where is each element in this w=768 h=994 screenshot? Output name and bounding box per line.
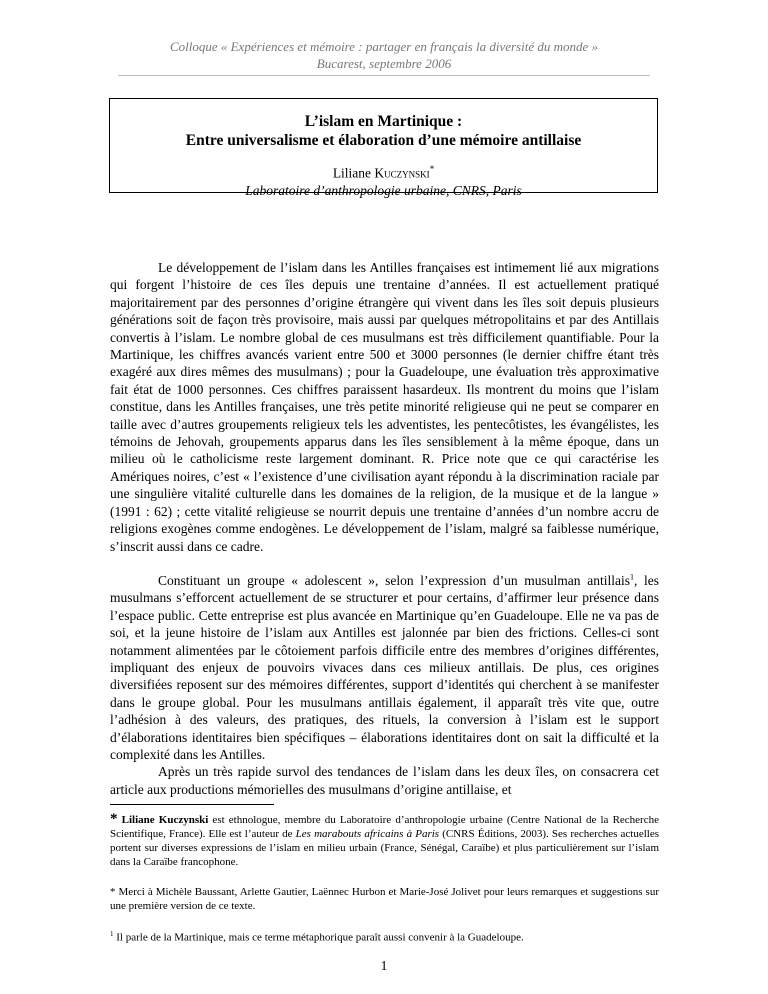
article-title-line-2: Entre universalisme et élaboration d’une mémoire antillaise [185, 132, 582, 149]
author-given-name: Liliane [332, 165, 375, 181]
footnote-1 [110, 927, 659, 945]
body-paragraph-2-start: Constituant un groupe « adolescent », selon l’expression d’un musulman antillais [158, 572, 630, 588]
page-number: 1 [380, 958, 388, 973]
acknowledgements-footnote: * Merci à Michèle Baussant, Arlette Gautier, Laënnec Hurbon et Marie-José Jolivet pour leurs remarques et suggestions sur une première version de ce texte. [110, 886, 659, 912]
footnote-1-number: 1 [110, 930, 114, 938]
author-footnote [110, 812, 659, 869]
title-box [109, 98, 658, 198]
author-footnote-name: Liliane Kuczynski [121, 814, 209, 826]
header-divider [118, 75, 650, 76]
footnotes [110, 812, 659, 945]
author-book-title: Les marabouts africains à Paris [295, 828, 440, 840]
author-footnote-text-end: (CNRS Éditions, 2003). Ses recherches actuelles portent sur diverses expressions de l’islam en milieu urbain (France, Sénégal, Caraïbe) et plus particulièrement sur l’islam dans la Caraïbe francophone. [110, 828, 659, 868]
running-header-line-1: Colloque « Expériences et mémoire : partager en français la diversité du monde » [169, 39, 599, 54]
author-footnote-text: est ethnologue, membre du Laboratoire d’anthropologie urbaine (Centre National de la Recherche Scientifique, France). Elle est l’auteur de [110, 814, 659, 840]
footnote-separator [110, 804, 274, 805]
author-footnote-symbol: * [110, 811, 118, 827]
running-header [98, 38, 670, 72]
footnote-1-text: Il parle de la Martinique, mais ce terme métaphorique paraît aussi convenir à la Guadeloupe. [113, 931, 524, 944]
author-line [110, 161, 657, 182]
body-paragraph-2-rest: , les musulmans s’efforcent actuellement de se structurer et pour certains, d’affirmer leur présence dans l’espace public. Cette entreprise est plus avancée en Martinique qu’en Guadeloupe. Elle ne va pas de soi, et la jeune histoire de l’islam aux Antilles est jalonnée par bien des frictions. Celles-ci sont notamment alimentées par le côtoiement parfois difficile entre des membres d’origines différentes, impliquant des enjeux de pouvoirs vivaces dans ces milieux antillais. De plus, ces origines diversifiées reposent sur des mémoires différentes, support d’identités qui cherchent à se manifester dans le groupe global. Pour les musulmans antillais également, il apparaît très vite que, outre l’adhésion à des valeurs, des pratiques, des rituels, la conversion à l’islam est le support d’élaborations identitaires bien spécifiques – élaborations identitaires dont on sait la difficulté et la complexité dans les Antilles. [110, 572, 659, 762]
author-affiliation: Laboratoire d’anthropologie urbaine, CNRS, Paris [245, 182, 522, 198]
footnote-reference-1: 1 [629, 572, 634, 582]
body-paragraph-1: Le développement de l’islam dans les Antilles françaises est intimement lié aux migrations qui forgent l’histoire de ces îles depuis une trentaine d’années. Il est actuellement pratiqué majoritairement par des personnes d’origine étrangère qui vivent dans les îles soit depuis plusieurs générations soit de façon très provisoire, mais aussi par quelques métropolitains et par des Antillais convertis à l’islam. Le nombre global de ces musulmans est très difficilement quantifiable. Pour la Martinique, les chiffres avancés varient entre 500 et 3000 personnes (le dernier chiffre étant très exagéré aux dires mêmes des musulmans) ; pour la Guadeloupe, une évaluation très approximative fait état de 1000 personnes. Ces chiffres paraissent hasardeux. Ils montrent du moins que l’islam constitue, dans les Antilles françaises, une très petite minorité religieuse qui ne peut se comparer en taille avec d’autres groupements religieux tels les adventistes, les pentecôtistes, les évangélistes, les témoins de Jehovah, groupements apparus dans les îles sensiblement à la même époque, dans un milieu où le catholicisme reste largement dominant. R. Price note que ce qui caractérise les Amériques noires, c’est « l’existence d’une civilisation ayant répondu à la discrimination raciale par une singulière vitalité culturelle dans les domaines de la religion, de la musique et de la langue » (1991 : 62) ; cette vitalité religieuse se nourrit depuis une trentaine d’années d’un nombre accru de religions exogènes comme endogènes. Le développement de l’islam, malgré sa faiblesse numérique, s’inscrit aussi dans ce cadre. [110, 260, 659, 554]
author-footnote-mark: * [429, 164, 435, 174]
author-surname: Kuczynski [374, 165, 430, 181]
body-paragraph-2 [110, 572, 659, 763]
running-header-line-2: Bucarest, septembre 2006 [316, 56, 452, 71]
article-body [110, 259, 659, 798]
article-title-line-1: L’islam en Martinique : [304, 113, 463, 130]
body-paragraph-3: Après un très rapide survol des tendances de l’islam dans les deux îles, on consacrera cet article aux productions mémorielles des musulmans d’origine antillaise, et [110, 764, 659, 797]
